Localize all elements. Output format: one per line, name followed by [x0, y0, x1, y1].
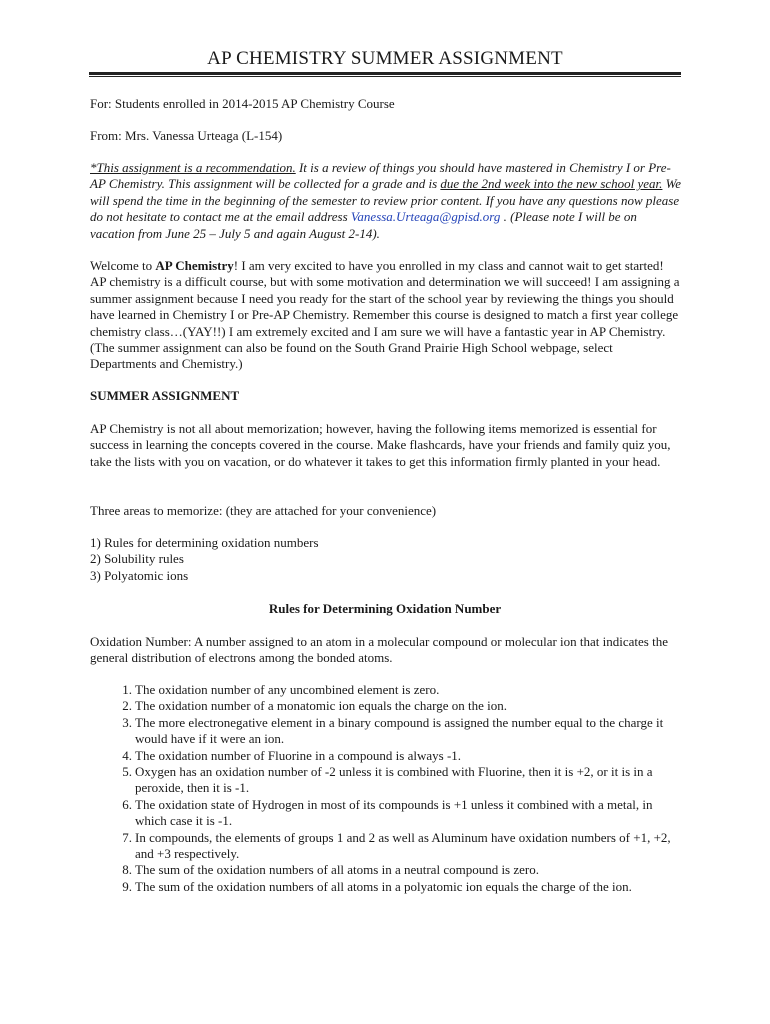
- email-link[interactable]: Vanessa.Urteaga@gpisd.org: [350, 209, 501, 225]
- areas-list: [90, 535, 682, 584]
- list-item: 2. The oxidation number of a monatomic ion equals the charge on the ion.: [122, 698, 507, 714]
- notice-paragraph: [90, 160, 682, 242]
- areas-intro: Three areas to memorize: (they are attached for your convenience): [90, 503, 437, 518]
- list-item: 1) Rules for determining oxidation numbers: [90, 535, 319, 550]
- summer-assignment-heading: SUMMER ASSIGNMENT: [90, 388, 240, 403]
- list-item: 9. The sum of the oxidation numbers of all atoms in a polyatomic ion equals the charge of the ion.: [122, 878, 632, 894]
- welcome-bold: AP Chemistry: [155, 258, 234, 273]
- list-item: 1. The oxidation number of any uncombined element is zero.: [122, 682, 440, 697]
- list-item: 5. Oxygen has an oxidation number of -2 unless it is combined with Fluorine, then it is +2, or it is in a peroxide, then it is -1.: [122, 764, 653, 796]
- notice-due-date: due the 2nd week into the new school year.: [440, 176, 663, 192]
- list-item: 8. The sum of the oxidation numbers of all atoms in a neutral compound is zero.: [122, 862, 539, 878]
- list-item: 4. The oxidation number of Fluorine in a compound is always -1.: [122, 747, 462, 763]
- memorization-paragraph: AP Chemistry is not all about memorization; however, having the following items memorized is essential for success in learning the concepts covered in the course. Make flashcards, have your friends and family quiz you, take the lists with you on vacation, or do whatever it takes to get this information firmly planted in your head.: [90, 421, 671, 469]
- welcome-paragraph: [90, 258, 682, 373]
- list-item: 6. The oxidation state of Hydrogen in most of its compounds is +1 unless it combined with a metal, in which case it is -1.: [122, 796, 653, 829]
- list-item: 7. In compounds, the elements of groups 1 and 2 as well as Aluminum have oxidation numbers of +1, +2, and +3 respectively.: [122, 829, 671, 862]
- oxidation-rules-list: [90, 682, 682, 895]
- welcome-lead: Welcome to: [90, 258, 156, 273]
- title-rule-thick: [89, 72, 681, 75]
- title-rule-thin: [89, 76, 681, 77]
- notice-text-b: We will spend the time in the beginning of the semester to review prior content. If you have any questions now please do not hesitate to contact me at the email address: [90, 176, 682, 225]
- for-line: For: Students enrolled in 2014-2015 AP Chemistry Course: [90, 96, 395, 111]
- notice-text-a: It is a review of things you should have mastered in Chemistry I or Pre-AP Chemistry. This assignment will be collected for a grade and is: [90, 160, 671, 192]
- page-title: AP CHEMISTRY SUMMER ASSIGNMENT: [207, 48, 563, 69]
- list-item: 3. The more electronegative element in a binary compound is assigned the number equal to the charge it would have if it were an ion.: [122, 714, 664, 747]
- notice-lead: *This assignment is a recommendation.: [90, 160, 296, 175]
- rules-heading: Rules for Determining Oxidation Number: [268, 601, 502, 616]
- welcome-text: ! I am very excited to have you enrolled in my class and cannot wait to get started! AP chemistry is a difficult course, but with some motivation and determination we will succeed! I am assigning a summer assignment because I need you ready for the start of the school year by reviewing the things you should have learned in Chemistry I or Pre-AP Chemistry. Remember this course is designed to match a first year college chemistry class…(YAY!!) I am extremely excited and I am sure we will have a fantastic year in AP Chemistry. (The summer assignment can also be found on the South Grand Prairie High School webpage, select Departments and Chemistry.): [90, 258, 680, 372]
- list-item: 3) Polyatomic ions: [90, 567, 189, 583]
- list-item: 2) Solubility rules: [90, 551, 184, 567]
- from-line: From: Mrs. Vanessa Urteaga (L-154): [90, 128, 283, 143]
- notice-text-c: . (Please note I will be on vacation from June 25 – July 5 and again August 2-14).: [90, 209, 637, 241]
- oxidation-definition: Oxidation Number: A number assigned to an atom in a molecular compound or molecular ion that indicates the general distribution of electrons among the bonded atoms.: [90, 634, 668, 666]
